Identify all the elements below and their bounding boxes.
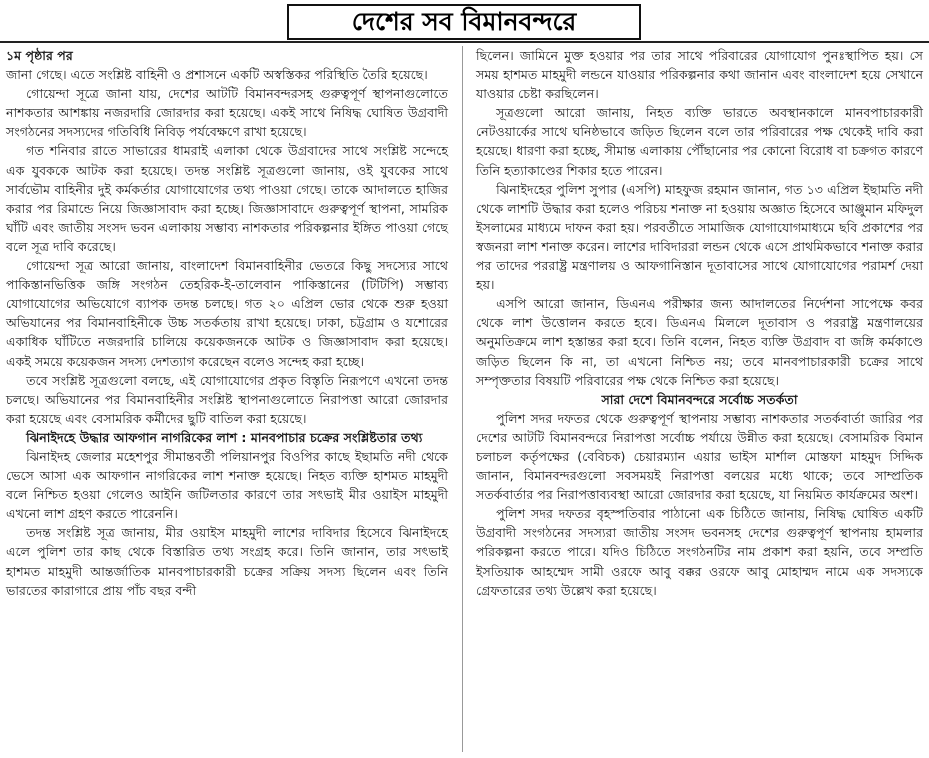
paragraph: এসপি আরো জানান, ডিএনএ পরীক্ষার জন্য আদালতের নির্দেশনা সাপেক্ষে কবর থেকে লাশ উত্তোলন করতে হবে। ডিএনএ মিললে দূতাবাস ও পররাষ্ট্র মন্ত্রণালয়ের অনুমতিক্রমে লাশ হস্তান্তর করা হবে। তিনি বলেন, নিহত ব্যক্তি উগ্রবাদ বা জঙ্গি কর্মকাণ্ডে জড়িত ছিলেন কি না, তা এখনো নিশ্চিত নয়; তবে মানবপাচারকারী চক্রের সাথে সম্পৃক্ততার বিষয়টি পরিবারের পক্ষ থেকে নিশ্চিত করা হয়েছে। bbox=[476, 296, 923, 388]
paragraph: গোয়েন্দা সূত্র আরো জানায়, বাংলাদেশ বিমানবাহিনীর ভেতরে কিছু সদস্যের সাথে পাকিস্তানভিত্তিক জঙ্গি সংগঠন তেহরিক-ই-তালেবান পাকিস্তানের (টিটিপি) সম্ভাব্য যোগাযোগের অভিযোগে ব্যাপক তদন্ত চলছে। গত ২০ এপ্রিল ভোর থেকে শুরু হওয়া অভিযানের পর বিমানবাহিনীকে উচ্চ সতর্কতায় রাখা হয়েছে। ঢাকা, চট্টগ্রাম ও যশোরের একাধিক ঘাঁটিতে নজরদারি চালিয়ে কয়েকজনকে আটক ও জিজ্ঞাসাবাদ করা হয়েছে। একই সময়ে কয়েকজন সদস্য দেশত্যাগ করেছেন বলেও সন্দেহ করা হচ্ছে। bbox=[6, 258, 448, 369]
paragraph: পুলিশ সদর দফতর বৃহস্পতিবার পাঠানো এক চিঠিতে জানায়, নিষিদ্ধ ঘোষিত একটি উগ্রবাদী সংগঠনের সদস্যরা জাতীয় সংসদ ভবনসহ দেশের গুরুত্বপূর্ণ স্থাপনায় হামলার পরিকল্পনা করতে পারে। যদিও চিঠিতে সংগঠনটির নাম প্রকাশ করা হয়নি, তবে সম্প্রতি ইসতিয়াক আহম্মেদ সামী ওরফে আবু বক্কর ওরফে আবু মোহাম্মদ নামে এক সদস্যকে গ্রেফতারের তথ্য উল্লেখ করা হয়েছে। bbox=[476, 506, 923, 598]
left-column bbox=[6, 46, 448, 600]
paragraph: তবে সংশ্লিষ্ট সূত্রগুলো বলছে, এই যোগাযোগের প্রকৃত বিস্তৃতি নিরূপণে এখনো তদন্ত চলছে। অভিযানের পর বিমানবাহিনীর সংশ্লিষ্ট স্থাপনাগুলোতে নিরাপত্তা আরো জোরদার করা হয়েছে এবং বেসামরিক কর্মীদের ছুটি বাতিল করা হয়েছে। bbox=[6, 372, 448, 426]
paragraph: সূত্রগুলো আরো জানায়, নিহত ব্যক্তি ভারতে অবস্থানকালে মানবপাচারকারী নেটওয়ার্কের সাথে ঘনিষ্ঠভাবে জড়িত ছিলেন বলে তার পরিবারের পক্ষ থেকেই দাবি করা হয়েছে। ধারণা করা হচ্ছে, সীমান্ত এলাকায় পৌঁছানোর পর কোনো বিরোধ বা চক্রগত কারণে তিনি হত্যাকাণ্ডের শিকার হতে পারেন। bbox=[476, 105, 923, 178]
paragraph: ঝিনাইদহের পুলিশ সুপার (এসপি) মাহফুজ রহমান জানান, গত ১৩ এপ্রিল ইছামতি নদী থেকে লাশটি উদ্ধার করা হলেও পরিচয় শনাক্ত না হওয়ায় অজ্ঞাত হিসেবে আঞ্জুমান মফিদুল ইসলামের মাধ্যমে দাফন করা হয়। পরবর্তীতে সামাজিক যোগাযোগমাধ্যমে ছবি প্রকাশের পর স্বজনরা লাশ শনাক্ত করেন। লাশের দাবিদাররা লন্ডন থেকে এসে প্রাথমিকভাবে শনাক্ত করার পর তাদের পররাষ্ট্র মন্ত্রণালয় ও আফগানিস্তান দূতাবাসের সাথে যোগাযোগের পরামর্শ দেয়া হয়। bbox=[476, 181, 923, 293]
paragraph: গোয়েন্দা সূত্রে জানা যায়, দেশের আটটি বিমানবন্দরসহ গুরুত্বপূর্ণ স্থাপনাগুলোতে নাশকতার আশঙ্কায় নজরদারি জোরদার করা হয়েছে। একই সাথে নিষিদ্ধ ঘোষিত উগ্রবাদী সংগঠনের সদস্যদের গতিবিধি নিবিড় পর্যবেক্ষণে রাখা হয়েছে। bbox=[6, 86, 448, 140]
paragraph: তদন্ত সংশ্লিষ্ট সূত্র জানায়, মীর ওয়াইস মাহমুদী লাশের দাবিদার হিসেবে ঝিনাইদহে এলে পুলিশ তার কাছ থেকে বিস্তারিত তথ্য সংগ্রহ করে। তিনি জানান, তার সৎভাই হাশমত মাহমুদী আন্তর্জাতিক মানবপাচারকারী চক্রের সক্রিয় সদস্য ছিলেন এবং তিনি ভারতের কারাগারে প্রায় পাঁচ বছর বন্দী bbox=[6, 525, 448, 598]
paragraph: ঝিনাইদহ জেলার মহেশপুর সীমান্তবর্তী পলিয়ানপুর বিওপির কাছে ইছামতি নদী থেকে ভেসে আসা এক আফগান নাগরিকের লাশ শনাক্ত হয়েছে। নিহত ব্যক্তি হাশমত মাহমুদী বলে নিশ্চিত হওয়া গেলেও আইনি জটিলতার কারণে তার সৎভাই মীর ওয়াইস মাহমুদী এখনো লাশ গ্রহণ করতে পারেননি। bbox=[6, 448, 448, 522]
column-divider bbox=[462, 46, 463, 752]
headline: দেশের সব বিমানবন্দরে bbox=[351, 7, 577, 36]
paragraph: জানা গেছে। এতে সংশ্লিষ্ট বাহিনী ও প্রশাসনে একটি অস্বস্তিকর পরিস্থিতি তৈরি হয়েছে। bbox=[6, 67, 428, 83]
subhead: ঝিনাইদহে উদ্ধার আফগান নাগরিকের লাশ : মানবপাচার চক্রের সংশ্লিষ্টতার তথ্য bbox=[26, 429, 423, 445]
headline-rule bbox=[0, 41, 929, 43]
jump-line: ১ম পৃষ্ঠার পর bbox=[6, 48, 73, 63]
paragraph: পুলিশ সদর দফতর থেকে গুরুত্বপূর্ণ স্থাপনায় সম্ভাব্য নাশকতার সতর্কবার্তা জারির পর দেশের আটটি বিমানবন্দরে নিরাপত্তা সর্বোচ্চ পর্যায়ে উন্নীত করা হয়েছে। বেসামরিক বিমান চলাচল কর্তৃপক্ষের (বেবিচক) চেয়ারম্যান এয়ার ভাইস মার্শাল মোস্তফা মাহমুদ সিদ্দিক জানান, বিমানবন্দরগুলো সবসময়ই নিরাপত্তা বলয়ের মধ্যে থাকে; তবে সাম্প্রতিক সতর্কবার্তার পর নিরাপত্তাব্যবস্থা আরো জোরদার করা হয়েছে, যা নিয়মিত কার্যক্রমের অংশ। bbox=[476, 410, 923, 503]
paragraph: ছিলেন। জামিনে মুক্ত হওয়ার পর তার সাথে পরিবারের যোগাযোগ পুনঃস্থাপিত হয়। সে সময় হাশমত মাহমুদী লন্ডনে যাওয়ার পরিকল্পনার কথা জানান এবং বাংলাদেশ হয়ে সেখানে যাওয়ার চেষ্টা করছিলেন। bbox=[476, 48, 923, 102]
right-column bbox=[476, 46, 923, 600]
paragraph: গত শনিবার রাতে সাভারের ধামরাই এলাকা থেকে উগ্রবাদের সাথে সংশ্লিষ্ট সন্দেহে এক যুবককে আটক করা হয়েছে। তদন্ত সংশ্লিষ্ট সূত্রগুলো জানায়, ওই যুবকের সাথে সার্বভৌম বাহিনীর দুই কর্মকর্তার যোগাযোগের তথ্য পাওয়া গেছে। তাকে আদালতে হাজির করার পর রিমান্ডে নিয়ে জিজ্ঞাসাবাদ করা হচ্ছে। জিজ্ঞাসাবাদে গুরুত্বপূর্ণ স্থাপনা, সামরিক ঘাঁটি এবং জাতীয় সংসদ ভবন এলাকায় সম্ভাব্য নাশকতার পরিকল্পনার ইঙ্গিত পাওয়া গেছে বলে সূত্র দাবি করেছে। bbox=[6, 143, 448, 254]
subhead: সারা দেশে বিমানবন্দরে সর্বোচ্চ সতর্কতা bbox=[601, 391, 798, 407]
